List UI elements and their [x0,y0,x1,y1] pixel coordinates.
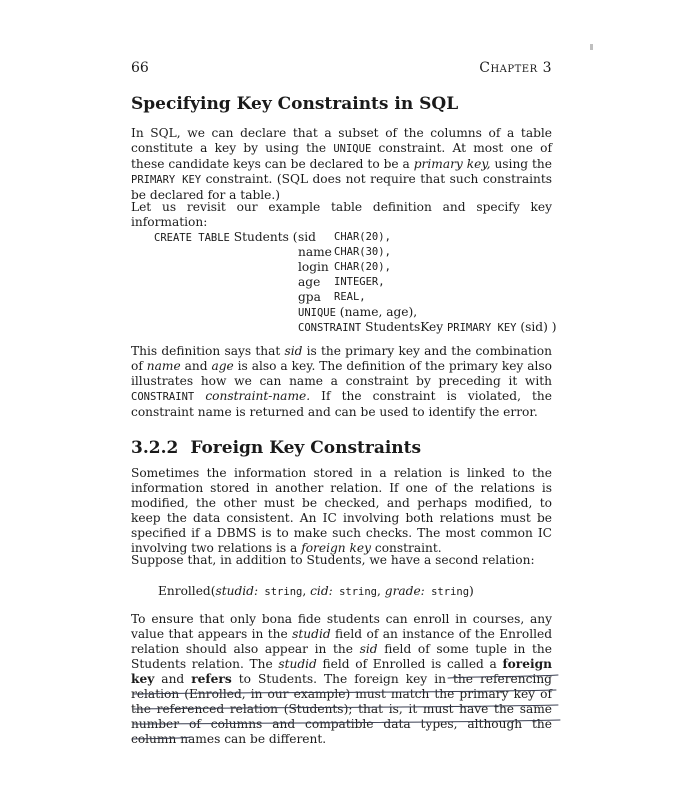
field-type: REAL, [334,291,366,303]
scan-speck [590,44,593,50]
term-foreign-key: foreign key [301,541,371,555]
field-type: CHAR(30), [334,246,391,258]
paragraph-revisit: Let us revisit our example table definition and specify key information: [131,200,552,229]
term-foreign-key-bold: foreign key [131,657,552,686]
field-name: sid [298,230,316,244]
field-type: INTEGER, [334,276,385,288]
page-number: 66 [131,60,149,76]
paragraph-definition: This definition says that sid is the primary key and the combination of name and age is also a key. The definition of the primary key also illustrates how we can name a constraint by preceding it with CONSTRAINT constraint-name. If the constraint is violated, the constraint name is returned and can be used to identify the error. [131,344,552,419]
field-name: gpa [298,290,321,304]
chapter-label: Chapter 3 [479,60,552,76]
code-constraint: CONSTRAINT [131,391,195,403]
field-type: CHAR(20), [334,231,391,243]
primary-key-keyword: PRIMARY KEY [446,322,517,334]
paragraph-foreign-key: To ensure that only bona fide students can enroll in courses, any value that appears in the studid field of an instance of the Enrolled relation should also appear in the sid field of some tuple in the Students relation. The studid field of Enrolled is called a foreign key and refers to Students. The foreign key in the referencing relation (Enrolled, in our example) must match the primary key of the referenced relation (Students); that is, it must have the same number of columns and compatible data types, although the column names can be different. [131,612,553,746]
create-table-keyword: CREATE TABLE [154,232,230,244]
section-title: Specifying Key Constraints in SQL [131,94,459,114]
paragraph-second-relation: Suppose that, in addition to Students, we have a second relation: [131,553,535,567]
term-primary-key: primary key, [413,157,491,171]
code-unique: UNIQUE [333,143,372,155]
unique-keyword: UNIQUE [298,307,336,319]
book-page: 66 Chapter 3 Specifying Key Constraints in SQL In SQL, we can declare that a subset of the columns of a table constitute a key by using the UNIQUE constraint. At most one of these candidate keys can be declared to be a primary key, using the PRIMARY KEY constraint. (SQL does not require that such constraints be declared for a table.) Let us revisit our example table definition and specify key information: CREATE TABLE Students ( sid CHAR(20), name CHAR(30), login CHAR(20), age INTEGER, gpa REAL, UNIQUE (name, age), CONSTRAINT StudentsKey PRIMARY KEY (sid) ) This definition says that sid is the primary key and the combination of name and age is also a key. The definition of the primary key also illustrates how we can name a constraint by preceding it with CONSTRAINT constraint-name. If the constraint is violated, the constraint name is returned and can be used to identify the error. 3.2.2 Foreign Key Constraints Sometimes the information stored in a relation is linked to the information stored in another relation. If one of the relations is modified, the other must be checked, and perhaps modified, to keep the data consistent. An IC involving both relations must be specified if a DBMS is to make such checks. The most common IC involving two relations is a foreign key constraint. Suppose that, in addition to Students, we have a second relation: Enrolled(studid: string, cid: string, grade: string) To ensure that only bona fide students can enroll in courses, any value that appears in the studid field of an instance of the Enrolled relation should also appear in the sid field of some tuple in the Students relation. The studid field of Enrolled is called a foreign key and refers to Students. The foreign key in the referencing relation (Enrolled, in our example) must match the primary key of the referenced relation (Students); that is, it must have the same number of columns and compatible data types, although the column names can be different. [0,0,680,800]
field-name: age [298,275,321,289]
paragraph-linked-info: Sometimes the information stored in a relation is linked to the information stored in another relation. If one of the relations is modified, the other must be checked, and perhaps modified, to keep the data consistent. An IC involving both relations must be specified if a DBMS is to make such checks. The most common IC involving two relations is a foreign key constraint. [131,466,552,555]
term-refers: refers [191,672,232,686]
field-type: CHAR(20), [334,261,391,273]
paragraph-key-constraints: In SQL, we can declare that a subset of the columns of a table constitute a key by using the UNIQUE constraint. At most one of these candidate keys can be declared to be a primary key, using the PRIMARY KEY constraint. (SQL does not require that such constraints be declared for a table.) [131,126,552,202]
subsection-name: Foreign Key Constraints [190,438,422,458]
field-name: name [298,245,332,259]
field-name: login [298,260,329,274]
subsection-title [131,438,421,458]
constraint-keyword: CONSTRAINT [298,322,362,334]
code-primary-key: PRIMARY KEY [131,174,202,186]
subsection-number: 3.2.2 [131,438,179,458]
enrolled-schema: Enrolled(studid: string, cid: string, grade: string) [158,584,474,598]
